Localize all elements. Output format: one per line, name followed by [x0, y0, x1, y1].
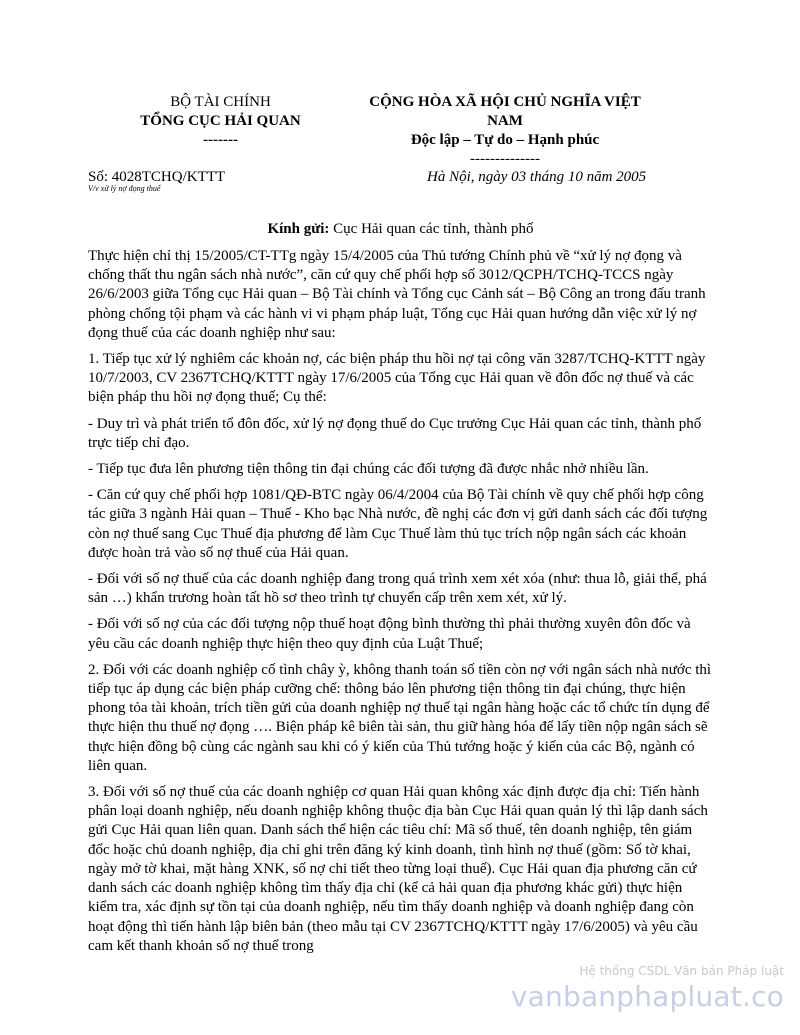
recipient-line: [88, 220, 713, 239]
paragraph-item-3: 3. Đối với số nợ thuế của các doanh nghiệp cơ quan Hải quan không xác định được địa chỉ: Tiến hành phân loại doanh nghiệp, nếu doanh nghiệp không thuộc địa bàn Cục Hải quan quản lý thì lập danh sách gửi Cục Hải quan liên quan. Danh sách thể hiện các tiêu chí: Mã số thuế, tên doanh nghiệp, tên giám đốc hoặc chủ doanh nghiệp, địa chỉ ghi trên đăng ký kinh doanh, tình hình nợ thuế (gồm: Số tờ khai, ngày mở tờ khai, mặt hàng XNK, số nợ chi tiết theo từng loại thuế). Cục Hải quan địa phương căn cứ danh sách các doanh nghiệp không tìm thấy địa chỉ (kể cả hải quan địa phương khác gửi) thực hiện kiểm tra, xác định sự tồn tại của doanh nghiệp, nếu tìm thấy doanh nghiệp và doanh nghiệp đang còn hoạt động thì tiến hành lập biên bản (theo mẫu tại CV 2367TCHQ/KTTT ngày 17/6/2005) và yêu cầu cam kết thanh khoản số nợ thuế trong: [88, 784, 708, 954]
ministry-name: BỘ TÀI CHÍNH: [170, 94, 271, 110]
issuer-header: [88, 93, 353, 150]
paragraph-item-1: 1. Tiếp tục xử lý nghiêm các khoản nợ, các biện pháp thu hồi nợ tại công văn 3287/TCHQ-KTTT ngày 10/7/2003, CV 2367TCHQ/KTTT ngày 17/6/2005 của Tổng cục Hải quan về đôn đốc nợ thuế và các biện pháp thu hồi nợ đọng thuế; Cụ thể:: [88, 351, 706, 406]
paragraph-item-2: 2. Đối với các doanh nghiệp cố tình chây ỳ, không thanh toán số tiền còn nợ với ngân sách nhà nước thì tiếp tục áp dụng các biện pháp cưỡng chế: thông báo lên phương tiện thông tin đại chúng, thực hiện phong tỏa tài khoản, trích tiền gửi của doanh nghiệp nợ thuế tại ngân hàng hoặc các tổ chức tín dụng để thực hiện thu thuế nợ đọng …. Biện pháp kê biên tài sản, thu giữ hàng hóa để lấy tiền nộp ngân sách sẽ thực hiện đồng bộ cùng các ngành sau khi có ý kiến của Thủ tướng hoặc ý kiến của các Bộ, ngành có liên quan.: [88, 661, 712, 774]
document-date: Hà Nội, ngày 03 tháng 10 năm 2005: [427, 169, 647, 185]
document-number: Số: 4028TCHQ/KTTT: [88, 169, 226, 185]
paragraph-bullet: - Duy trì và phát triển tổ đôn đốc, xử lý nợ đọng thuế do Cục trưởng Cục Hải quan các tỉnh, thành phố trực tiếp chỉ đạo.: [88, 415, 702, 451]
site-watermark: [511, 963, 784, 1015]
watermark-domain: vanbanphapluat.co: [510, 980, 784, 1013]
country-name-line1: CỘNG HÒA XÃ HỘI CHỦ NGHĨA VIỆT: [369, 94, 641, 110]
paragraph-bullet: - Đối với số nợ thuế của các doanh nghiệp đang trong quá trình xem xét xóa (như: thua lỗ, giải thể, phá sản …) khẩn trương hoàn tất hồ sơ theo trình tự chuyển cấp trên xem xét, xử lý.: [88, 571, 707, 607]
recipient-label: Kính gửi:: [267, 221, 330, 237]
recipient-value: Cục Hải quan các tỉnh, thành phố: [329, 221, 534, 237]
national-motto: Độc lập – Tự do – Hạnh phúc: [410, 132, 600, 148]
header-right-separator: --------------: [470, 151, 540, 167]
national-header: [355, 93, 655, 169]
department-name: TỔNG CỤC HẢI QUAN: [140, 113, 301, 129]
paragraph-bullet: - Căn cứ quy chế phối hợp 1081/QĐ-BTC ngày 06/4/2004 của Bộ Tài chính về quy chế phối hợp công tác giữa 3 ngành Hải quan – Thuế - Kho bạc Nhà nước, đề nghị các đơn vị gửi danh sách các đối tượng còn nợ thuế sang Cục Thuế địa phương để làm Cục Thuế làm thủ tục trích nộp ngân sách các khoản được hoàn trả vào số nợ thuế của Hải quan.: [88, 487, 708, 561]
paragraph-bullet: - Tiếp tục đưa lên phương tiện thông tin đại chúng các đối tượng đã được nhắc nhở nhiều lần.: [88, 461, 649, 478]
paragraph-intro: Thực hiện chỉ thị 15/2005/CT-TTg ngày 15/4/2005 của Thủ tướng Chính phủ về “xử lý nợ đọng và chống thất thu ngân sách nhà nước”, căn cứ quy chế phối hợp số 3012/QCPH/TCHQ-TCCS ngày 26/6/2003 giữa Tổng cục Hải quan – Bộ Tài chính và Tổng cục Cảnh sát – Bộ Công an trong đấu tranh phòng chống tội phạm và các hành vi vi phạm pháp luật, Tổng cục Hải quan hướng dẫn việc xử lý nợ đọng thuế của các doanh nghiệp như sau:: [88, 248, 706, 341]
header-left-separator: -------: [203, 132, 238, 148]
paragraph-bullet: - Đối với số nợ của các đối tượng nộp thuế hoạt động bình thường thì phải thường xuyên đôn đốc và yêu cầu các doanh nghiệp thực hiện theo quy định của Luật Thuế;: [88, 616, 691, 652]
document-subject: V/v xử lý nợ đọng thuế: [88, 184, 161, 193]
country-name-line2: NAM: [487, 113, 523, 129]
document-body: [88, 247, 713, 963]
watermark-tagline: Hệ thống CSDL Văn bản Pháp luật: [579, 964, 784, 978]
